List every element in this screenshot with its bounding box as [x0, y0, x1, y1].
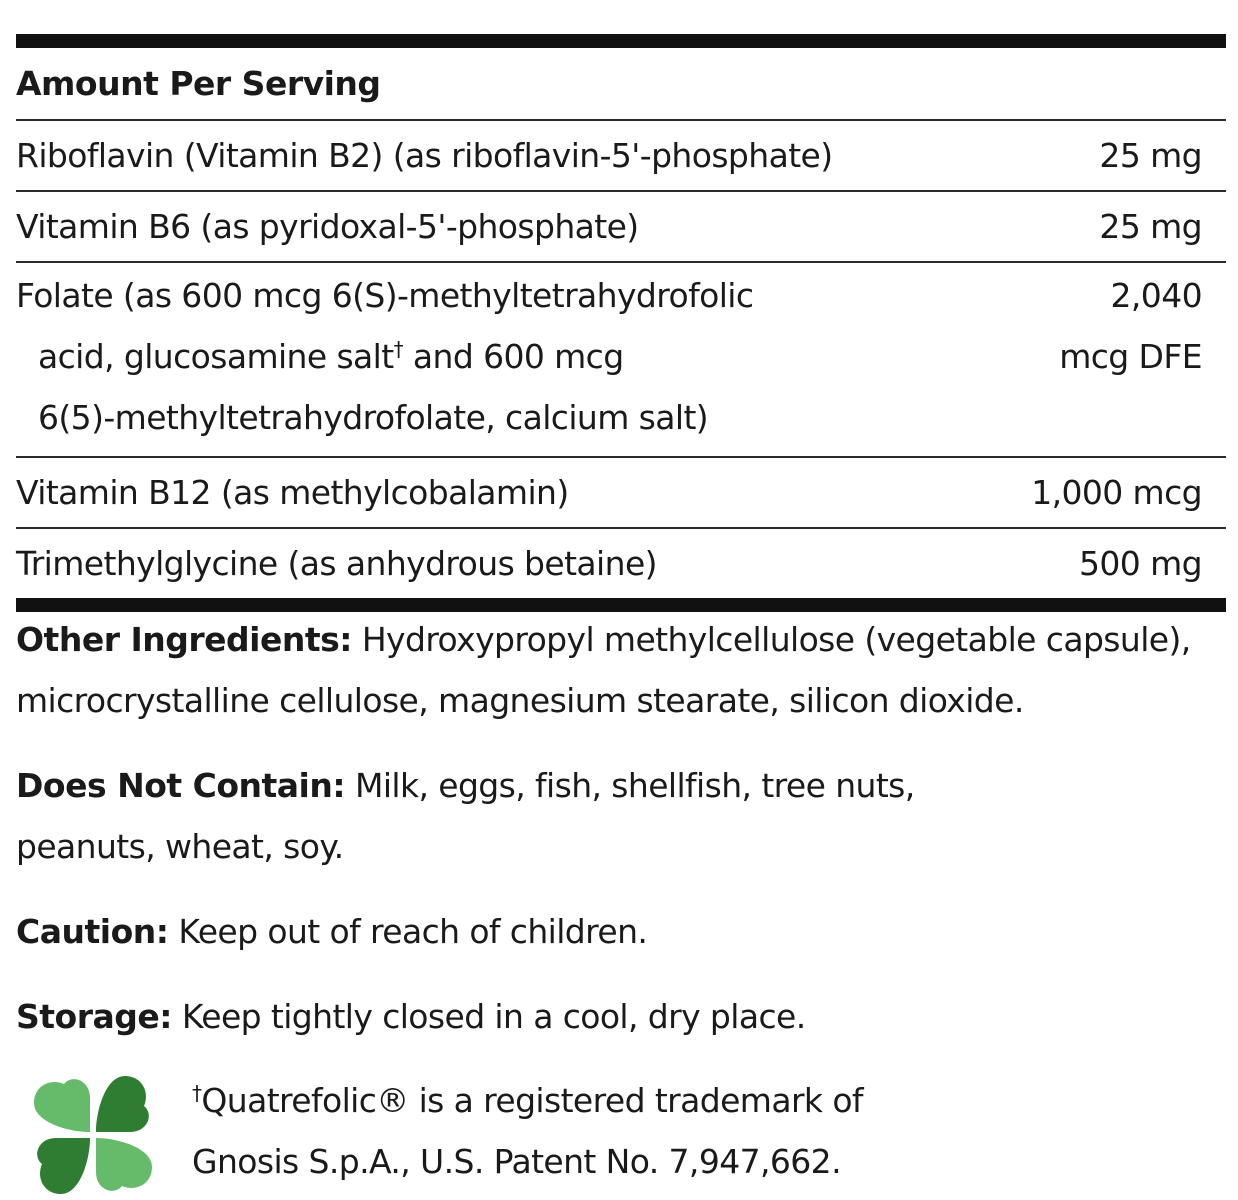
- does-not-contain: [16, 755, 1226, 877]
- nutrient-amount: 1,000 mcg: [1031, 473, 1202, 512]
- amount-per-serving-header: [16, 48, 1226, 119]
- dagger-mark: †: [393, 337, 403, 361]
- storage: [16, 986, 1226, 1047]
- clover-leaf-top-right: [96, 1076, 149, 1132]
- nutrient-name: Trimethylglycine (as anhydrous betaine): [16, 544, 657, 583]
- nutrient-name: Riboflavin (Vitamin B2) (as riboflavin-5'-phosphate): [16, 136, 833, 175]
- nutrient-row-folate: [16, 263, 1226, 456]
- footnote-dagger: †: [192, 1081, 202, 1105]
- folate-line-2-tail: and 600 mcg: [403, 337, 624, 376]
- folate-amount-line-2: mcg DFE: [1059, 337, 1202, 376]
- nutrient-row-vitamin-b6: [16, 192, 1226, 261]
- footnote-line-2: Gnosis S.p.A., U.S. Patent No. 7,947,662.: [192, 1142, 841, 1181]
- other-ingredients-label: Other Ingredients:: [16, 620, 352, 659]
- folate-line-3: 6(5)-methyltetrahydrofolate, calcium salt): [38, 398, 709, 437]
- nutrient-row-riboflavin: [16, 121, 1226, 190]
- other-ingredients-line-2: microcrystalline cellulose, magnesium stearate, silicon dioxide.: [16, 681, 1024, 720]
- nutrient-amount: [1059, 265, 1226, 387]
- storage-text: Keep tightly closed in a cool, dry place.: [171, 997, 806, 1036]
- caution: [16, 901, 1226, 962]
- does-not-contain-label: Does Not Contain:: [16, 766, 346, 805]
- nutrient-amount: 25 mg: [1099, 136, 1202, 175]
- clover-leaf-bottom-left: [37, 1138, 90, 1194]
- footnote-line-1: Quatrefolic® is a registered trademark of: [201, 1081, 863, 1120]
- nutrient-row-vitamin-b12: [16, 458, 1226, 527]
- does-not-contain-line-1: Milk, eggs, fish, shellfish, tree nuts,: [345, 766, 915, 805]
- clover-leaves: [34, 1076, 152, 1194]
- other-ingredients: [16, 609, 1226, 731]
- clover-logo-icon: [28, 1070, 158, 1200]
- nutrient-name: [16, 265, 753, 448]
- supplement-facts-table: [16, 34, 1226, 612]
- top-thick-rule: [16, 34, 1226, 48]
- nutrient-row-trimethylglycine: [16, 529, 1226, 598]
- clover-leaf-bottom-right: [96, 1138, 152, 1191]
- folate-line-1: Folate (as 600 mcg 6(S)-methyltetrahydrofolic: [16, 276, 754, 315]
- clover-leaf-top-left: [34, 1079, 90, 1132]
- caution-label: Caution:: [16, 912, 169, 951]
- folate-line-2-text: acid, glucosamine salt: [38, 337, 394, 376]
- nutrient-name: Vitamin B6 (as pyridoxal-5'-phosphate): [16, 207, 639, 246]
- folate-amount-line-1: 2,040: [1110, 276, 1202, 315]
- storage-label: Storage:: [16, 997, 172, 1036]
- does-not-contain-line-2: peanuts, wheat, soy.: [16, 827, 344, 866]
- trademark-footnote: [192, 1070, 952, 1192]
- nutrient-amount: 500 mg: [1079, 544, 1202, 583]
- other-ingredients-line-1: Hydroxypropyl methylcellulose (vegetable capsule),: [351, 620, 1191, 659]
- folate-line-2: [16, 326, 753, 387]
- nutrient-name: Vitamin B12 (as methylcobalamin): [16, 473, 569, 512]
- header-title: Amount Per Serving: [16, 64, 381, 103]
- caution-text: Keep out of reach of children.: [168, 912, 648, 951]
- nutrient-amount: 25 mg: [1099, 207, 1202, 246]
